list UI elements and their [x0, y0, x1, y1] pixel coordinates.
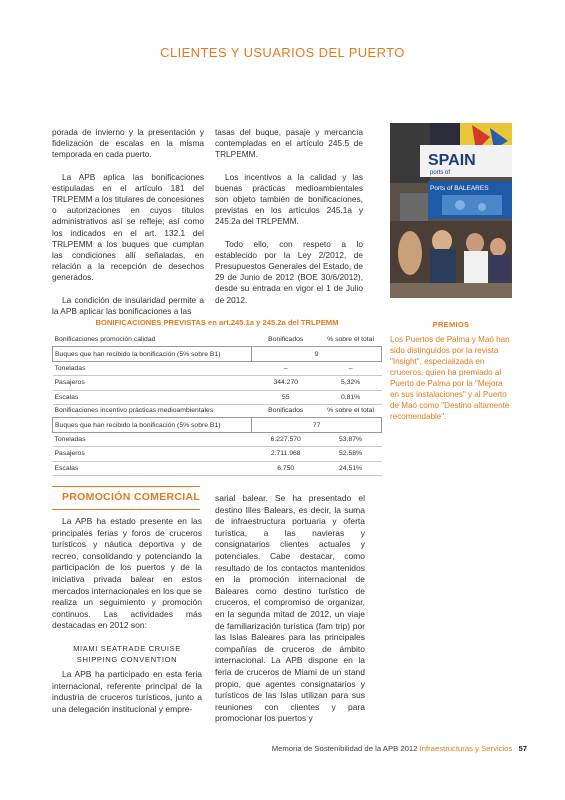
top-left-paragraph-3: La condición de insularidad permite a la APB aplicar las bonificaciones a las [52, 294, 204, 316]
table-row [53, 361, 382, 375]
page-footer [272, 744, 527, 753]
table-cell-value: 77 [252, 418, 382, 432]
table-row [53, 461, 382, 475]
table-title: BONIFICACIONES PREVISTAS en art.245.1a y 245.2a del TRLPEMM [95, 318, 339, 327]
bottom-left-column [52, 516, 202, 715]
promo-paragraph-2: La APB ha participado en esta feria internacional, referente principal de la industria de cruceros turísticos, junto a una delegación institucional y empre- [52, 668, 202, 714]
top-left-column [52, 127, 204, 317]
top-left-paragraph-2: La APB aplica las bonificaciones estipuladas en el artículo 181 del TRLPEMM a los titulares de concesiones o autorizaciones en cuyos títulos administrativos así se refleje; así como los indicados en el art. 132.1 del TRLPEMM a los buques que cumplan las condiciones allí señaladas, en relación a la recepción de desechos generados. [52, 171, 204, 283]
bonificaciones-table-2 [52, 404, 382, 476]
table-header-cell: Bonificaciones promoción calidad [53, 333, 252, 347]
table-header-cell: Bonificados [252, 333, 320, 347]
table-row [53, 432, 382, 446]
section-heading-promocion: PROMOCIÓN COMERCIAL [62, 491, 201, 503]
table-cell-label: Toneladas [53, 432, 252, 446]
page-header-title: CLIENTES Y USUARIOS DEL PUERTO [160, 45, 405, 60]
table-cell-value: 6.750 [252, 461, 320, 475]
promo-paragraph-1: La APB ha estado presente en las principales ferias y foros de cruceros turísticos y náutica deportiva y de recreo, consolidando y potenciando la participación de los puertos y de la iniciativa privada balear en estos mercados internacionales en los que se realiza un seguimiento y promoción continuos. Las actividades más destacadas en 2012 son: [52, 516, 202, 631]
table-cell-value: 344.270 [252, 376, 320, 390]
table-cell-label: Buques que han recibido la bonificación (5% sobre B1) [53, 418, 252, 432]
table-header-cell: Bonificados [252, 404, 320, 418]
table-cell-label: Toneladas [53, 361, 252, 375]
premios-text: Los Puertos de Palma y Maó han sido distinguidos por la revista "Insight", especializada en cruceros, quien ha premiado al Puerto de Palma por la "Mejora en sus instalaciones" y al Puerto de Maó como "Destino altamente recomendable". [390, 335, 510, 421]
top-right-column [215, 127, 363, 306]
table-cell-value: 53,87% [320, 432, 382, 446]
table-cell-value: 2.711.968 [252, 447, 320, 461]
table-cell-value: 55 [252, 390, 320, 404]
bonificaciones-table-1 [52, 333, 382, 405]
table-merged-row [53, 347, 382, 361]
table-cell-value: 0,81% [320, 390, 382, 404]
top-right-paragraph-3: Todo ello, con respeto a lo establecido por la Ley 2/2012, de Presupuestos Generales del Estado, de 29 de Junio de 2012 (BOE 30/6/2012), desde su entrada en vigor el 1 de Julio de 2012. [215, 238, 363, 305]
table-header-row [53, 333, 382, 347]
trade-fair-photo [390, 123, 512, 298]
table-row [53, 376, 382, 390]
photo-sign-ports-of-baleares: Ports of BALEARES [430, 185, 489, 192]
table-merged-row [53, 418, 382, 432]
table-row [53, 447, 382, 461]
table-cell-value: 5,32% [320, 376, 382, 390]
table-header-cell: % sobre el total [320, 333, 382, 347]
miami-subtitle: MIAMI SEATRADE CRUISE SHIPPING CONVENTION [73, 643, 181, 664]
photo-sign-ports-of: ports of [430, 170, 451, 176]
table-cell-value: 6.227.570 [252, 432, 320, 446]
promo-paragraph-right: sarial balear. Se ha presentado el destino Illes Balears, es decir, la suma de infraestructura portuaria y oferta turística, a las navieras y consignatarios clientes actuales y potenciales. Cabe destacar, como resultado de los contactos mantenidos en la promoción internacional de Baleares como destino turístico de cruceros, el compromiso de organizar, en la segunda mitad de 2012, un viaje de familiarización turística (fam trip) por las Islas Baleares para las principales compañías de cruceros de ámbito internacional. La APB dispone en la feria de cruceros de Miami de un stand propio, que agentes consignatarios y turísticos de las Islas utilizan para sus reuniones con clientes y para promocionar los puertos y [215, 493, 365, 724]
footer-section-name: Infraestructuras y Servicios [419, 744, 513, 753]
premios-title: PREMIOS [432, 320, 470, 329]
table-cell-label: Escalas [53, 461, 252, 475]
table-cell-value: 9 [252, 347, 382, 361]
bottom-right-column [215, 493, 365, 725]
table-row [53, 390, 382, 404]
table-cell-value: – [320, 361, 382, 375]
table-header-row [53, 404, 382, 418]
table-cell-label: Pasajeros [53, 447, 252, 461]
table-cell-value: – [252, 361, 320, 375]
footer-report-title: Memoria de Sostenibilidad de la APB 2012 [271, 744, 418, 753]
table-cell-label: Pasajeros [53, 376, 252, 390]
table-header-cell: Bonificaciones incentivo prácticas medioambientales [53, 404, 252, 418]
table-cell-label: Buques que han recibido la bonificación (5% sobre B1) [53, 347, 252, 361]
table-cell-value: 24,51% [320, 461, 382, 475]
top-right-paragraph-1: tasas del buque, pasaje y mercancía contempladas en el artículo 245.5 de TRLPEMM. [215, 127, 363, 160]
footer-page-number: 57 [518, 744, 527, 753]
photo-sign-spain: SPAIN [428, 152, 476, 169]
top-right-paragraph-2: Los incentivos a la calidad y las buenas prácticas medioambientales son objeto también de bonificaciones, previstas en los artículos 245.1a y 245.2a del TRLPEMM. [215, 171, 363, 227]
table-header-cell: % sobre el total [320, 404, 382, 418]
table-cell-label: Escalas [53, 390, 252, 404]
table-cell-value: 52,58% [320, 447, 382, 461]
top-left-paragraph-1: porada de invierno y la presentación y fidelización de escalas en la misma temporada en cada puerto. [52, 127, 204, 160]
